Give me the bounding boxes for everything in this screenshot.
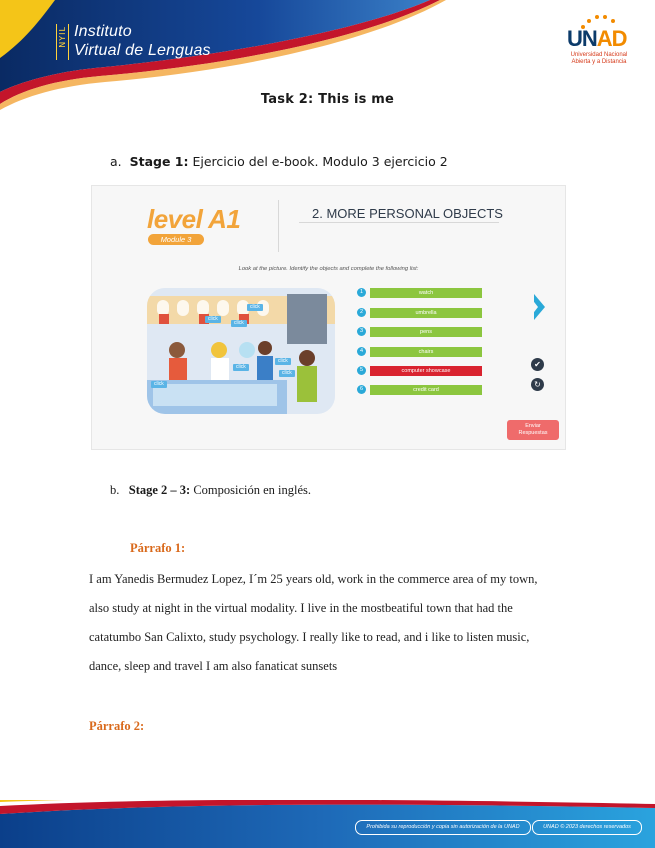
click-hotspot[interactable]: click <box>247 304 263 311</box>
item-a <box>110 154 448 169</box>
answer-field[interactable]: credit card <box>370 385 482 395</box>
click-hotspot[interactable]: click <box>151 381 167 388</box>
answer-number: 2 <box>357 308 366 317</box>
answer-number: 3 <box>357 327 366 336</box>
ebook-exercise-image <box>91 185 566 450</box>
paragraph-1-heading: Párrafo 1: <box>130 541 186 555</box>
answer-row <box>357 327 566 337</box>
reset-icon[interactable]: ↻ <box>531 378 544 391</box>
paragraph-1-line: catatumbo San Calixto, study psychology. I really like to read, and i like to listen music, <box>89 630 530 644</box>
answer-number: 6 <box>357 385 366 394</box>
click-hotspot[interactable]: click <box>233 364 249 371</box>
check-icon[interactable]: ✔ <box>531 358 544 371</box>
exercise-title: 2. MORE PERSONAL OBJECTS <box>312 206 503 221</box>
send-button-line2: Respuestas <box>518 430 548 436</box>
paragraph-2-heading: Párrafo 2: <box>89 719 145 733</box>
module-tag: Module 3 <box>148 234 204 245</box>
click-hotspot[interactable]: click <box>275 358 291 365</box>
brand-line-1: Instituto <box>74 23 132 40</box>
paragraph-1-line: dance, sleep and travel I am also fanaticat sunsets <box>89 659 338 673</box>
answer-field[interactable]: computer showcase <box>370 366 482 376</box>
unad-logo-sub1: Universidad Nacional <box>570 52 628 58</box>
answer-row <box>357 347 566 357</box>
brand-vertical-tag: NYIL <box>56 24 69 60</box>
item-b-text: Composición en inglés. <box>193 483 312 497</box>
click-hotspot[interactable]: click <box>205 316 221 323</box>
answer-field[interactable]: chairs <box>370 347 482 357</box>
classroom-scene <box>147 288 335 414</box>
answer-number: 5 <box>357 366 366 375</box>
paragraph-1-line: I am Yanedis Bermudez Lopez, I´m 25 years old, work in the commerce area of my town, <box>89 572 538 586</box>
exercise-title-underline <box>299 222 499 223</box>
header-divider <box>278 200 279 252</box>
answer-number: 4 <box>357 347 366 356</box>
unad-logo-sub2: Abierta y a Distancia <box>571 59 627 65</box>
paragraph-1-line: also study at night in the virtual modality. I live in the mostbeatiful town that had the <box>89 601 513 615</box>
click-hotspot[interactable]: click <box>279 370 295 377</box>
brand-line-2: Virtual de Lenguas <box>74 42 211 59</box>
footer-rights: UNAD © 2023 derechos reservados <box>532 820 642 835</box>
exercise-instruction: Look at the picture. Identify the objects and complete the following list: <box>238 266 419 272</box>
item-b-marker: b. <box>110 483 120 497</box>
item-b <box>110 483 311 498</box>
next-arrow-icon[interactable] <box>534 294 545 320</box>
send-answers-button[interactable] <box>507 420 559 440</box>
page-title: Task 2: This is me <box>260 92 395 107</box>
answer-field[interactable]: umbrella <box>370 308 482 318</box>
answer-field[interactable]: pens <box>370 327 482 337</box>
click-hotspot[interactable]: click <box>231 320 247 327</box>
send-button-line1: Enviar <box>525 423 541 429</box>
item-a-marker: a. <box>110 154 122 169</box>
item-b-label: Stage 2 – 3: <box>128 483 191 497</box>
unad-logo <box>563 14 635 74</box>
level-title: level A1 <box>147 204 241 234</box>
classroom-illustration <box>147 288 335 414</box>
item-a-label: Stage 1: <box>129 154 189 169</box>
answer-number: 1 <box>357 288 366 297</box>
unad-logo-text: UNAD <box>567 26 627 51</box>
answer-field[interactable]: watch <box>370 288 482 298</box>
footer-copyright-notice: Prohibida su reproducción y copia sin autorización de la UNAD <box>355 820 531 835</box>
item-a-text: Ejercicio del e-book. Modulo 3 ejercicio 2 <box>192 154 448 169</box>
